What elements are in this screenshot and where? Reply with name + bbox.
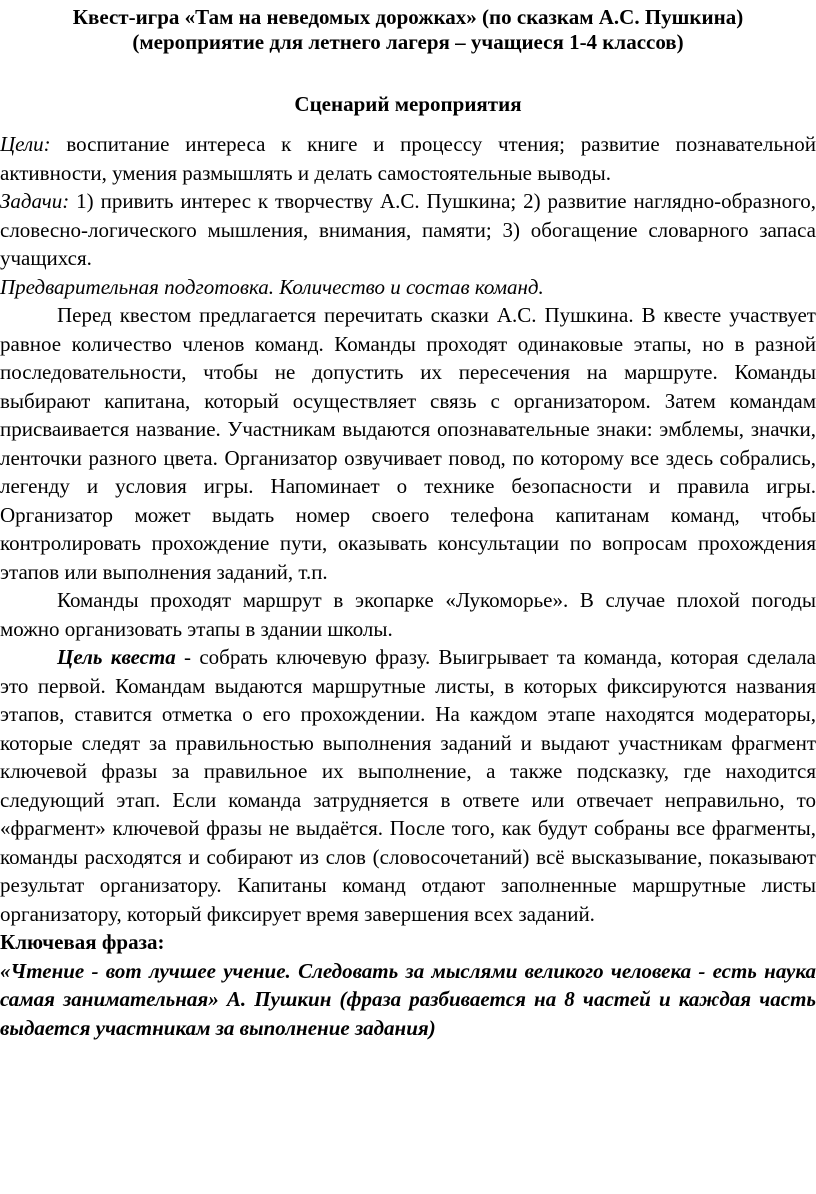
preparation-heading: Предварительная подготовка. Количество и состав команд. bbox=[0, 274, 544, 299]
tasks-paragraph bbox=[0, 187, 816, 273]
preparation-paragraph: Перед квестом предлагается перечитать сказки А.С. Пушкина. В квесте участвует равное количество членов команд. Команды проходят одинаковые этапы, но в разной последовательности, чтобы не допустить их пересечения на маршруте. Команды выбирают капитана, который осуществляет связь с организатором. Затем командам присваивается название. Участникам выдаются опознавательные знаки: эмблемы, значки, ленточки разного цвета. Организатор озвучивает повод, по которому все здесь собрались, легенду и условия игры. Напоминает о технике безопасности и правила игры. Организатор может выдать номер своего телефона капитанам команд, чтобы контролировать прохождение пути, оказывать консультации по вопросам прохождения этапов или выполнения заданий, т.п. bbox=[0, 303, 816, 584]
document-title-line-2: (мероприятие для летнего лагеря – учащиеся 1-4 классов) bbox=[132, 30, 684, 54]
goals-label: Цели: bbox=[0, 132, 51, 156]
key-phrase-heading: Ключевая фраза: bbox=[0, 930, 165, 954]
route-paragraph: Команды проходят маршрут в экопарке «Лукоморье». В случае плохой погоды можно организовать этапы в здании школы. bbox=[0, 588, 816, 641]
quest-goal-label: Цель квеста bbox=[57, 645, 176, 669]
quest-goal-paragraph bbox=[0, 643, 816, 928]
tasks-label: Задачи: bbox=[0, 189, 70, 213]
goals-paragraph bbox=[0, 130, 816, 187]
quest-goal-text: - собрать ключевую фразу. Выигрывает та команда, которая сделала это первой. Командам выдаются маршрутные листы, в которых фиксируются названия этапов, ставится отметка о его прохождении. На каждом этапе находятся модераторы, которые следят за правильностью выполнения заданий и выдают участникам фрагмент ключевой фразы за правильное их выполнение, а также подсказку, где находится следующий этап. Если команда затрудняется в ответе или отвечает неправильно, то «фрагмент» ключевой фразы не выдаётся. После того, как будут собраны все фрагменты, команды расходятся и собирают из слов (словосочетаний) всё высказывание, показывают результат организатору. Капитаны команд отдают заполненные маршрутные листы организатору, который фиксирует время завершения всех заданий. bbox=[0, 645, 816, 926]
key-phrase-text: «Чтение - вот лучшее учение. Следовать за мыслями великого человека - есть наука самая занимательная» А. Пушкин (фраза разбивается на 8 частей и каждая часть выдается участникам за выполнение задания) bbox=[0, 958, 816, 1040]
scenario-subtitle: Сценарий мероприятия bbox=[294, 92, 522, 116]
document-title-line-1: Квест-игра «Там на неведомых дорожках» (по сказкам А.С. Пушкина) bbox=[72, 5, 744, 29]
goals-text: воспитание интереса к книге и процессу чтения; развитие познавательной активности, умения размышлять и делать самостоятельные выводы. bbox=[0, 132, 816, 185]
tasks-text: 1) привить интерес к творчеству А.С. Пушкина; 2) развитие наглядно-образного, словесно-логического мышления, внимания, памяти; 3) обогащение словарного запаса учащихся. bbox=[0, 189, 816, 270]
document-body bbox=[0, 130, 816, 1042]
